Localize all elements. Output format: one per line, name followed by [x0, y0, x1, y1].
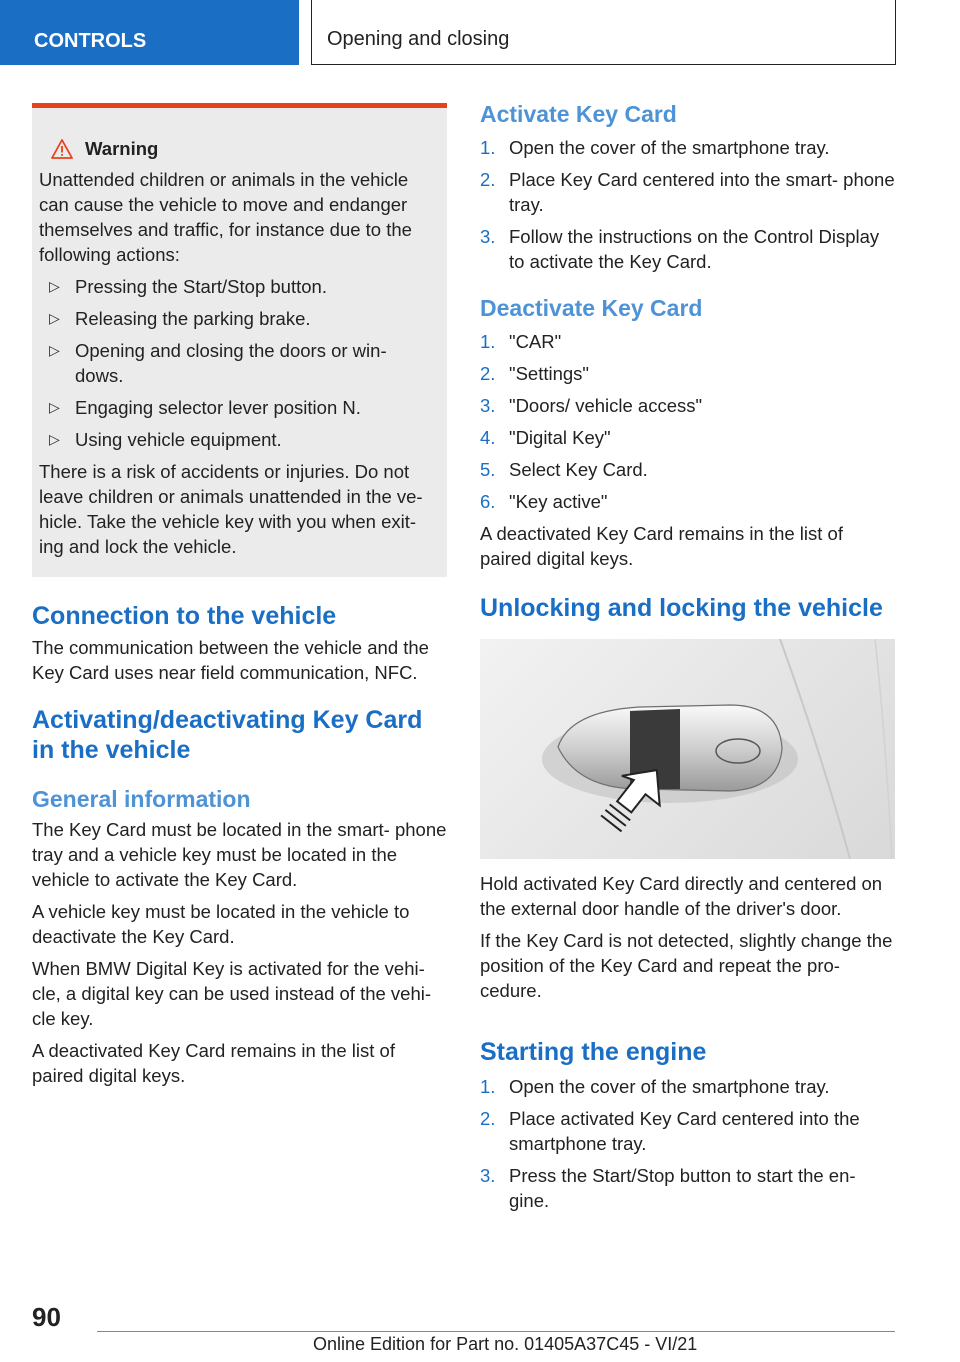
footer-divider	[97, 1331, 895, 1332]
general-information-heading: General information	[32, 786, 251, 812]
connection-section	[32, 601, 447, 685]
list-item: ▷ Releasing the parking brake.	[49, 308, 311, 329]
activating-section	[32, 705, 447, 1088]
bullet-triangle-icon: ▷	[49, 431, 60, 447]
warning-intro: Unattended children or animals in the vehicle can cause the vehicle to move and endanger themselves and traffic, for instance due to the following actions:	[39, 169, 412, 265]
list-item: ▷ Engaging selector lever position N.	[49, 397, 361, 418]
unlocking-heading: Unlocking and locking the vehicle	[480, 594, 883, 622]
warning-action-list	[39, 274, 437, 452]
chapter-title-bar	[311, 0, 896, 65]
door-handle-illustration	[480, 639, 895, 859]
list-item: 1. Open the cover of the smartphone tray.	[480, 137, 830, 158]
list-item: 3. Press the Start/Stop button to start the en- gine.	[480, 1165, 856, 1211]
paragraph: A vehicle key must be located in the vehicle to deactivate the Key Card.	[32, 901, 410, 947]
list-item: 2. Place Key Card centered into the smart- phone tray.	[480, 169, 895, 215]
list-item: 3. "Doors/ vehicle access"	[480, 395, 703, 416]
list-item: 1. "CAR"	[480, 331, 562, 352]
list-item: 2. "Settings"	[480, 363, 589, 384]
footer-edition: Online Edition for Part no. 01405A37C45 - VI/21	[313, 1334, 698, 1354]
paragraph: If the Key Card is not detected, slightly change the position of the Key Card and repeat the pro- cedure.	[480, 930, 893, 1001]
warning-triangle-icon	[51, 139, 73, 159]
activating-heading: Activating/deactivating Key Card in the vehicle	[32, 706, 423, 764]
deactivate-steps	[480, 329, 895, 514]
deactivate-key-card-heading: Deactivate Key Card	[480, 295, 703, 321]
chapter-title: Opening and closing	[327, 28, 510, 50]
list-item: 3. Follow the instructions on the Control Display to activate the Key Card.	[480, 226, 880, 272]
door-handle-icon	[480, 639, 895, 859]
section-tab[interactable]	[0, 0, 299, 65]
warning-outro: There is a risk of accidents or injuries. Do not leave children or animals unattended in the ve- hicle. Take the vehicle key with you when exit- ing and lock the vehicle.	[39, 461, 423, 557]
paragraph: Hold activated Key Card directly and centered on the external door handle of the driver's door.	[480, 873, 883, 919]
paragraph: The Key Card must be located in the smart- phone tray and a vehicle key must be located in the vehicle to activate the Key Card.	[32, 819, 447, 890]
activate-key-card-heading: Activate Key Card	[480, 101, 677, 127]
list-item: 4. "Digital Key"	[480, 427, 611, 448]
list-item: 1. Open the cover of the smartphone tray.	[480, 1076, 830, 1097]
list-item: ▷ Pressing the Start/Stop button.	[49, 276, 327, 297]
deactivate-note: A deactivated Key Card remains in the list of paired digital keys.	[480, 523, 843, 569]
page-number: 90	[32, 1302, 61, 1332]
starting-steps	[480, 1074, 895, 1213]
list-item: 5. Select Key Card.	[480, 459, 648, 480]
warning-box	[32, 103, 447, 577]
bullet-triangle-icon: ▷	[49, 278, 60, 294]
starting-engine-heading: Starting the engine	[480, 1038, 707, 1066]
list-item: 2. Place activated Key Card centered into the smartphone tray.	[480, 1108, 860, 1154]
warning-heading	[39, 136, 437, 161]
paragraph: A deactivated Key Card remains in the list of paired digital keys.	[32, 1040, 395, 1086]
activate-steps	[480, 135, 895, 274]
connection-text: The communication between the vehicle and the Key Card uses near field communication, NFC.	[32, 637, 429, 683]
list-item: ▷ Opening and closing the doors or win- dows.	[49, 340, 387, 386]
left-column	[32, 103, 447, 1095]
list-item: 6. "Key active"	[480, 491, 608, 512]
list-item: ▷ Using vehicle equipment.	[49, 429, 282, 450]
paragraph: When BMW Digital Key is activated for the vehi- cle, a digital key can be used instead of the vehi- cle key.	[32, 958, 432, 1029]
connection-heading: Connection to the vehicle	[32, 602, 337, 630]
right-column	[480, 100, 895, 1220]
section-label: CONTROLS	[34, 30, 147, 52]
warning-title: Warning	[85, 138, 159, 159]
bullet-triangle-icon: ▷	[49, 310, 60, 326]
bullet-triangle-icon: ▷	[49, 342, 60, 358]
bullet-triangle-icon: ▷	[49, 399, 60, 415]
